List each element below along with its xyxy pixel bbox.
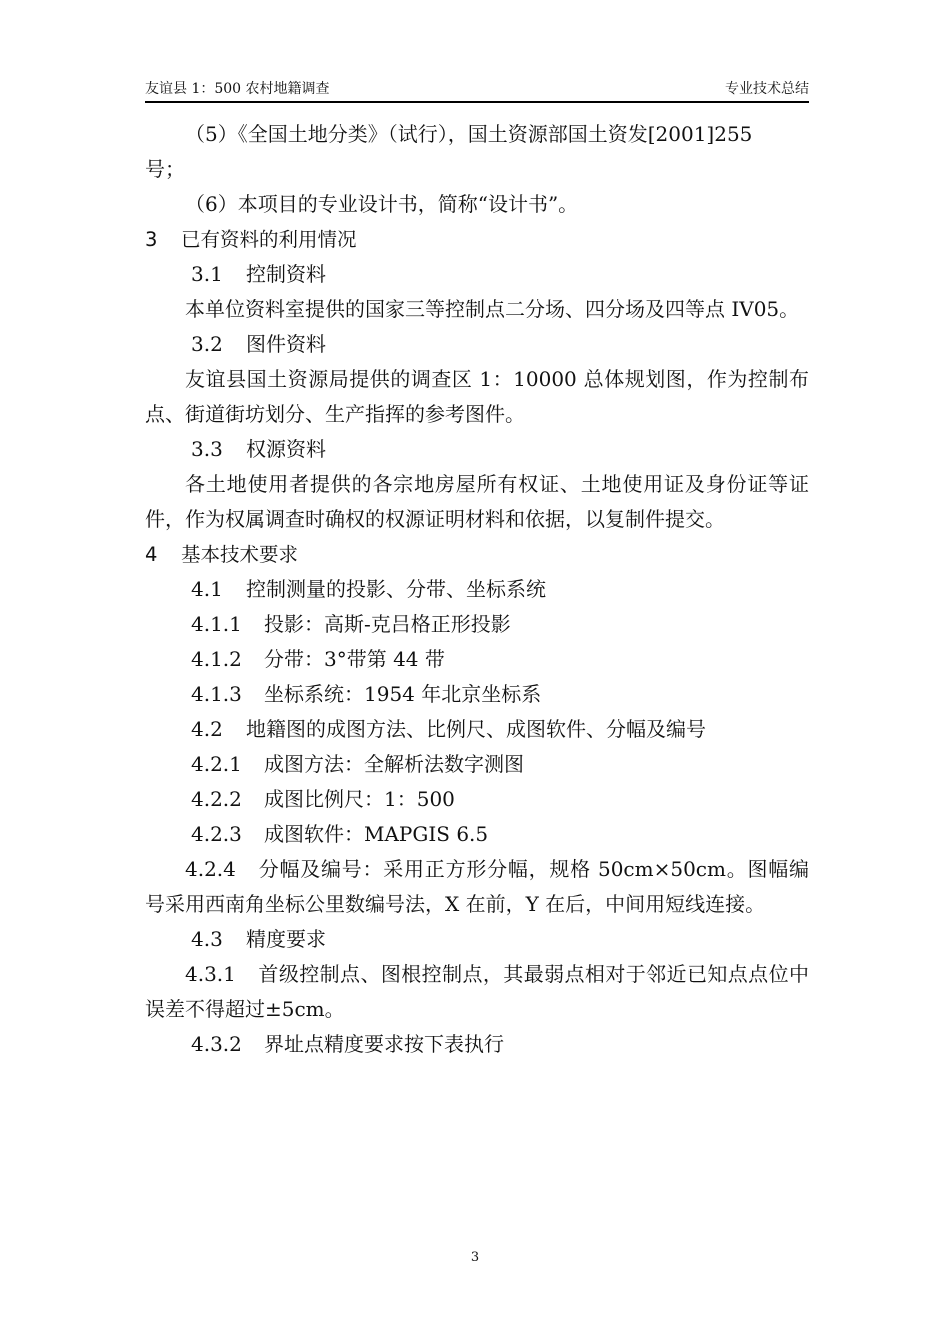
section-3-2-text: 友谊县国土资源局提供的调查区 1：10000 总体规划图，作为控制布点、街道街坊划分、生产指挥的参考图件。	[145, 367, 809, 426]
section-4-2-heading: 4.2 地籍图的成图方法、比例尺、成图软件、分幅及编号	[191, 717, 706, 741]
section-4-3-heading: 4.3 精度要求	[191, 927, 326, 951]
section-4-2-1: 4.2.1 成图方法：全解析法数字测图	[191, 752, 524, 776]
section-3-3-text: 各土地使用者提供的各宗地房屋所有权证、土地使用证及身份证等证件，作为权属调查时确权的权源证明材料和依据，以复制件提交。	[145, 472, 809, 531]
section-3-2-heading: 3.2 图件资料	[191, 332, 326, 356]
section-3-3-heading: 3.3 权源资料	[191, 437, 326, 461]
section-4-1-heading: 4.1 控制测量的投影、分带、坐标系统	[191, 577, 546, 601]
header-section: 专业技术总结	[725, 81, 809, 97]
reference-6: （6）本项目的专业设计书，简称“设计书”。	[185, 192, 579, 216]
section-4-2-4: 4.2.4 分幅及编号：采用正方形分幅，规格 50cm×50cm。图幅编号采用西南角坐标公里数编号法，X 在前，Y 在后，中间用短线连接。	[145, 857, 809, 916]
section-4-2-2: 4.2.2 成图比例尺：1：500	[191, 787, 455, 811]
section-4-1-1: 4.1.1 投影：高斯-克吕格正形投影	[191, 612, 511, 636]
section-4-1-2: 4.1.2 分带：3°带第 44 带	[191, 647, 445, 671]
section-4-3-2: 4.3.2 界址点精度要求按下表执行	[191, 1032, 504, 1056]
section-4-3-1: 4.3.1 首级控制点、图根控制点，其最弱点相对于邻近已知点点位中误差不得超过±5cm。	[145, 962, 809, 1021]
section-3-1-text: 本单位资料室提供的国家三等控制点二分场、四分场及四等点 IV05。	[185, 297, 800, 321]
section-4-heading: 4 基本技术要求	[145, 543, 299, 566]
section-3-heading: 3 已有资料的利用情况	[145, 228, 357, 251]
header-title: 友谊县 1：500 农村地籍调查	[145, 81, 330, 97]
reference-5: （5）《全国土地分类》（试行），国土资源部国土资发[2001]255 号；	[145, 122, 753, 181]
section-4-2-3: 4.2.3 成图软件：MAPGIS 6.5	[191, 822, 489, 846]
page-header	[145, 80, 809, 103]
section-4-1-3: 4.1.3 坐标系统：1954 年北京坐标系	[191, 682, 542, 706]
document-body	[145, 117, 809, 1062]
section-3-1-heading: 3.1 控制资料	[191, 262, 326, 286]
page-number: 3	[470, 1250, 480, 1265]
